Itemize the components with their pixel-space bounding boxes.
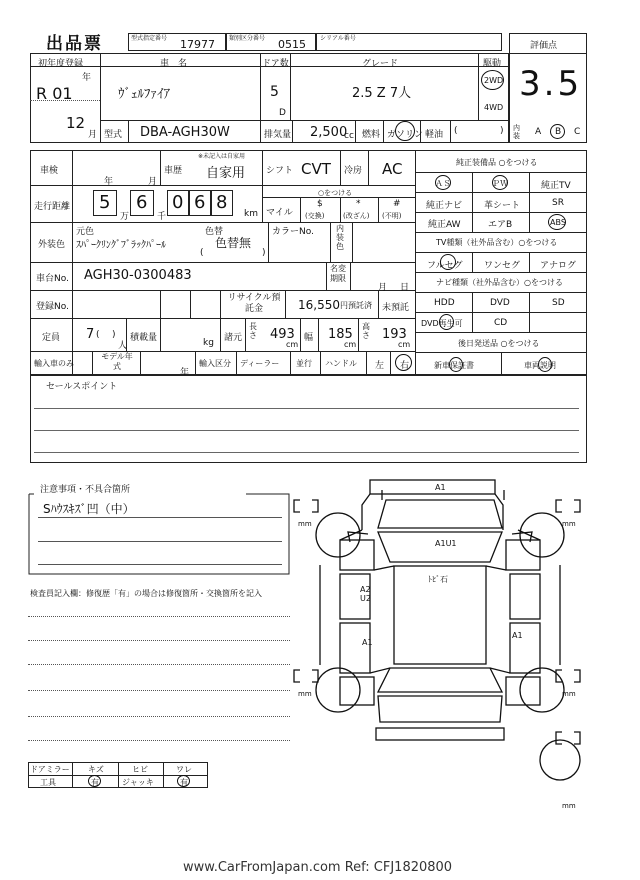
height-cm: cm <box>398 340 411 349</box>
later-manual: 車両説明 <box>524 361 556 370</box>
notes-label: 注意事項・不具合箇所 <box>40 485 131 495</box>
interior-label: 内装 <box>513 124 520 140</box>
mileage-digit-4: 6 <box>194 192 206 213</box>
capacity-unit: 人 <box>118 341 128 351</box>
unknown-sym: # <box>393 199 401 209</box>
car-name-label: 車 名 <box>160 59 188 69</box>
mm-spare: mm <box>562 802 576 810</box>
inspection-label: 車検 <box>40 166 59 176</box>
doors-label: ドア数 <box>262 59 289 69</box>
capacity-paren-open: ( <box>96 330 100 340</box>
year-label: 年 <box>82 73 92 83</box>
navi-dvd-play: DVD再生可 <box>421 319 463 328</box>
inspector-label: 検査員記入欄：修復歴「有」の場合は修復箇所・交換箇所を記入 <box>30 589 262 598</box>
mileage-digit-3: 0 <box>172 192 184 213</box>
mm-front-left: mm <box>298 520 312 528</box>
mile-label: マイル <box>266 208 293 218</box>
exterior-color: ｽﾊﾟｰｸﾘﾝｸﾞﾌﾞﾗｯｸﾊﾟｰﾙ <box>76 240 166 251</box>
fuel-paren-close: ) <box>500 126 504 136</box>
navi-dvd-play-circle <box>439 314 454 330</box>
class-number: 0515 <box>278 38 306 51</box>
color-paren-close: ) <box>262 248 266 258</box>
mm-front-right: mm <box>562 520 576 528</box>
doors-value: 5 <box>270 84 279 100</box>
circle-note: ○をつける <box>318 189 353 197</box>
equip-leather: 革シート <box>484 201 521 211</box>
equip-aw: 純正AW <box>428 220 461 230</box>
interior-grade-circle <box>550 124 565 139</box>
color-no-label: カラーNo. <box>272 227 314 237</box>
ac-label: 冷房 <box>344 166 363 176</box>
equip-as: ＡＳ <box>435 179 451 188</box>
navi-dvd: DVD <box>490 298 510 308</box>
title-change-day: 日 <box>400 283 410 293</box>
first-reg-year: R 01 <box>36 84 73 103</box>
navi-sd: SD <box>552 298 565 308</box>
model-label: 型式 <box>104 130 123 140</box>
legend-tools-circle <box>88 775 101 787</box>
load-label: 積載量 <box>130 333 158 343</box>
color-paren-open: ( <box>200 248 204 258</box>
sheet-title: 出品票 <box>46 34 103 54</box>
handle-right: 右 <box>400 361 410 371</box>
legend-crack: ヒビ <box>132 765 148 774</box>
drive-label: 駆動 <box>483 59 502 69</box>
mm-rear-left: mm <box>298 690 312 698</box>
mileage-digit-1: 5 <box>99 192 111 213</box>
width-cm: cm <box>344 340 357 349</box>
mark-right-rear-door: A1 <box>512 631 523 640</box>
load-kg: kg <box>203 338 214 348</box>
capacity-label: 定員 <box>42 333 61 343</box>
inspection-month: 月 <box>148 177 158 187</box>
form-number: 17977 <box>180 38 215 51</box>
color-label: 外装色 <box>38 240 66 250</box>
car-name: ｳﾞｪﾙﾌｧｲｱ <box>118 87 170 102</box>
tv-type-label: TV種類（社外品含む）○をつける <box>436 238 558 247</box>
doors-sub: D <box>279 108 286 118</box>
drive-4wd: 4WD <box>484 103 504 112</box>
shift-label: シフト <box>266 166 294 176</box>
fuel-value: ガソリン <box>387 130 424 140</box>
equip-pw-circle <box>492 175 508 190</box>
not-deposited: 未預託 <box>382 303 410 313</box>
tv-analog: アナログ <box>540 261 577 271</box>
inspection-year: 年 <box>104 177 114 187</box>
factory-equipment-label: 純正装備品 ○をつける <box>456 158 538 167</box>
fuel-paren-open: ( <box>454 126 458 136</box>
tv-oneseg: ワンセグ <box>484 261 521 271</box>
orig-color-label: 元色 <box>76 227 95 237</box>
interior-color-label: 内装色 <box>336 224 344 251</box>
mileage-digit-5: 8 <box>216 192 228 213</box>
use-note: ※未記入は自家用 <box>198 153 246 160</box>
navi-cd: CD <box>494 318 508 328</box>
exchange-sym: $ <box>317 199 323 209</box>
legend-break: ワレ <box>176 765 192 774</box>
model-year-label: モデル年式 <box>101 352 133 371</box>
recycle-unit: 円預託済 <box>340 301 372 310</box>
mark-front-bumper: A1 <box>435 483 446 492</box>
handle-left: 左 <box>375 361 385 371</box>
handle-right-circle <box>395 354 412 371</box>
equip-tv: 純正TV <box>541 181 571 191</box>
recycle-value: 16,550 <box>298 298 340 312</box>
mm-rear-right: mm <box>562 690 576 698</box>
serial-number-label: シリアル番号 <box>320 35 356 42</box>
capacity-value: 7 <box>86 327 95 342</box>
dealer-option: ディーラー <box>240 359 280 368</box>
unknown-label: (不明) <box>382 212 402 220</box>
later-manual-circle <box>538 357 552 372</box>
length-value: 493 <box>270 327 295 342</box>
watermark: www.CarFromJapan.com Ref: CFJ1820800 <box>183 860 453 875</box>
legend-jack-circle <box>177 775 190 787</box>
legend-tools: 工具 <box>40 778 56 787</box>
equip-sr: SR <box>552 198 564 208</box>
mileage-digit-2: 6 <box>136 192 148 213</box>
navi-type-label: ナビ種類（社外品含む）○をつける <box>436 278 563 287</box>
legend-tools-value: 有 <box>91 778 99 787</box>
fuel-circle <box>395 121 415 141</box>
color-change: 色替無 <box>215 236 252 250</box>
month-label: 月 <box>88 130 98 140</box>
notes-text: Sﾊｳｽｷｽﾞ凹（中） <box>43 502 135 516</box>
height-value: 193 <box>382 327 407 342</box>
tv-fullseg-circle <box>440 254 456 270</box>
height-label: 高さ <box>362 322 370 340</box>
mark-left-rear-door: A1 <box>362 638 373 647</box>
grade-label: グレード <box>362 59 399 69</box>
equip-pw: ＰＷ <box>492 179 508 188</box>
capacity-paren-close: ) <box>112 330 116 340</box>
form-number-label: 型式指定番号 <box>131 35 168 42</box>
legend-jack: ジャッキ <box>122 778 154 787</box>
use-value: 自家用 <box>206 166 246 181</box>
width-label: 幅 <box>304 333 314 343</box>
legend-scratch: キズ <box>88 765 104 774</box>
class-number-label: 類別区分番号 <box>229 35 266 42</box>
interior-grade-b: B <box>555 127 562 137</box>
equip-abs: ABS <box>550 218 566 227</box>
score-label: 評価点 <box>530 41 558 51</box>
displacement-value: 2,500 <box>310 125 348 140</box>
parallel-option: 並行 <box>296 359 312 368</box>
shift-value: CVT <box>301 160 331 178</box>
mark-roof: ﾄﾋﾞ石 <box>428 575 448 584</box>
handle-label: ハンドル <box>325 359 357 368</box>
import-label: 輸入車のみ <box>34 359 74 368</box>
use-label: 車歴 <box>164 166 183 176</box>
car-damage-diagram <box>290 470 600 815</box>
title-change-month: 月 <box>378 283 388 293</box>
legend-jack-value: 有 <box>180 778 188 787</box>
equip-as-circle <box>435 175 451 190</box>
later-shipment-label: 後日発送品 ○をつける <box>458 339 540 348</box>
import-cat-label: 輸入区分 <box>199 359 231 368</box>
later-warranty-circle <box>449 357 463 372</box>
interior-grade-a: A <box>535 127 542 137</box>
ac-value: AC <box>382 160 403 178</box>
grade-score: 3.5 <box>519 64 583 104</box>
first-reg-label: 初年度登録 <box>38 59 84 69</box>
drive-2wd: 2WD <box>484 76 504 85</box>
fuel-label: 燃料 <box>362 130 381 140</box>
mark-windshield: A1U1 <box>435 539 457 548</box>
width-value: 185 <box>328 327 353 342</box>
man-label: 万 <box>120 212 130 222</box>
sen-label: 千 <box>157 212 167 222</box>
tampered-label: (改ざん) <box>343 212 370 220</box>
displacement-label: 排気量 <box>264 130 292 140</box>
title-change-label: 名変期限 <box>330 264 346 283</box>
navi-hdd: HDD <box>434 298 455 308</box>
length-cm: cm <box>286 340 299 349</box>
exchange-label: (交換) <box>305 212 325 220</box>
reg-no-label: 登録No. <box>36 302 69 312</box>
length-label: 長さ <box>249 322 257 340</box>
equip-airbag: エアB <box>488 220 513 230</box>
equip-abs-circle <box>548 214 566 230</box>
model-value: DBA-AGH30W <box>140 125 230 140</box>
tv-fullseg: フルセグ <box>427 261 463 271</box>
model-year-year: 年 <box>180 368 190 378</box>
light-oil-label: 軽油 <box>425 130 444 140</box>
interior-grade-c: C <box>574 127 581 137</box>
recycle-label: リサイクル預託金 <box>227 293 281 314</box>
tampered-sym: * <box>356 199 361 209</box>
mark-left-front-door-a: A2 <box>360 585 371 594</box>
legend-door-mirror: ドアミラー <box>30 765 70 774</box>
drive-2wd-circle <box>481 70 504 90</box>
later-warranty: 新車保証書 <box>434 361 474 370</box>
mark-left-front-door-u: U2 <box>360 594 371 603</box>
chassis-label: 車台No. <box>36 274 69 284</box>
mileage-label: 走行距離 <box>34 202 71 212</box>
first-reg-month: 12 <box>66 114 86 132</box>
cc-label: cc <box>344 131 354 141</box>
dims-label: 諸元 <box>224 333 243 343</box>
grade-value: 2.5 Z 7人 <box>352 86 412 101</box>
chassis-value: AGH30-0300483 <box>84 268 192 283</box>
equip-navi: 純正ナビ <box>426 201 463 211</box>
repaint-label: 色替 <box>205 227 224 237</box>
km-label: km <box>244 209 258 219</box>
sales-point-label: セールスポイント <box>46 382 118 392</box>
